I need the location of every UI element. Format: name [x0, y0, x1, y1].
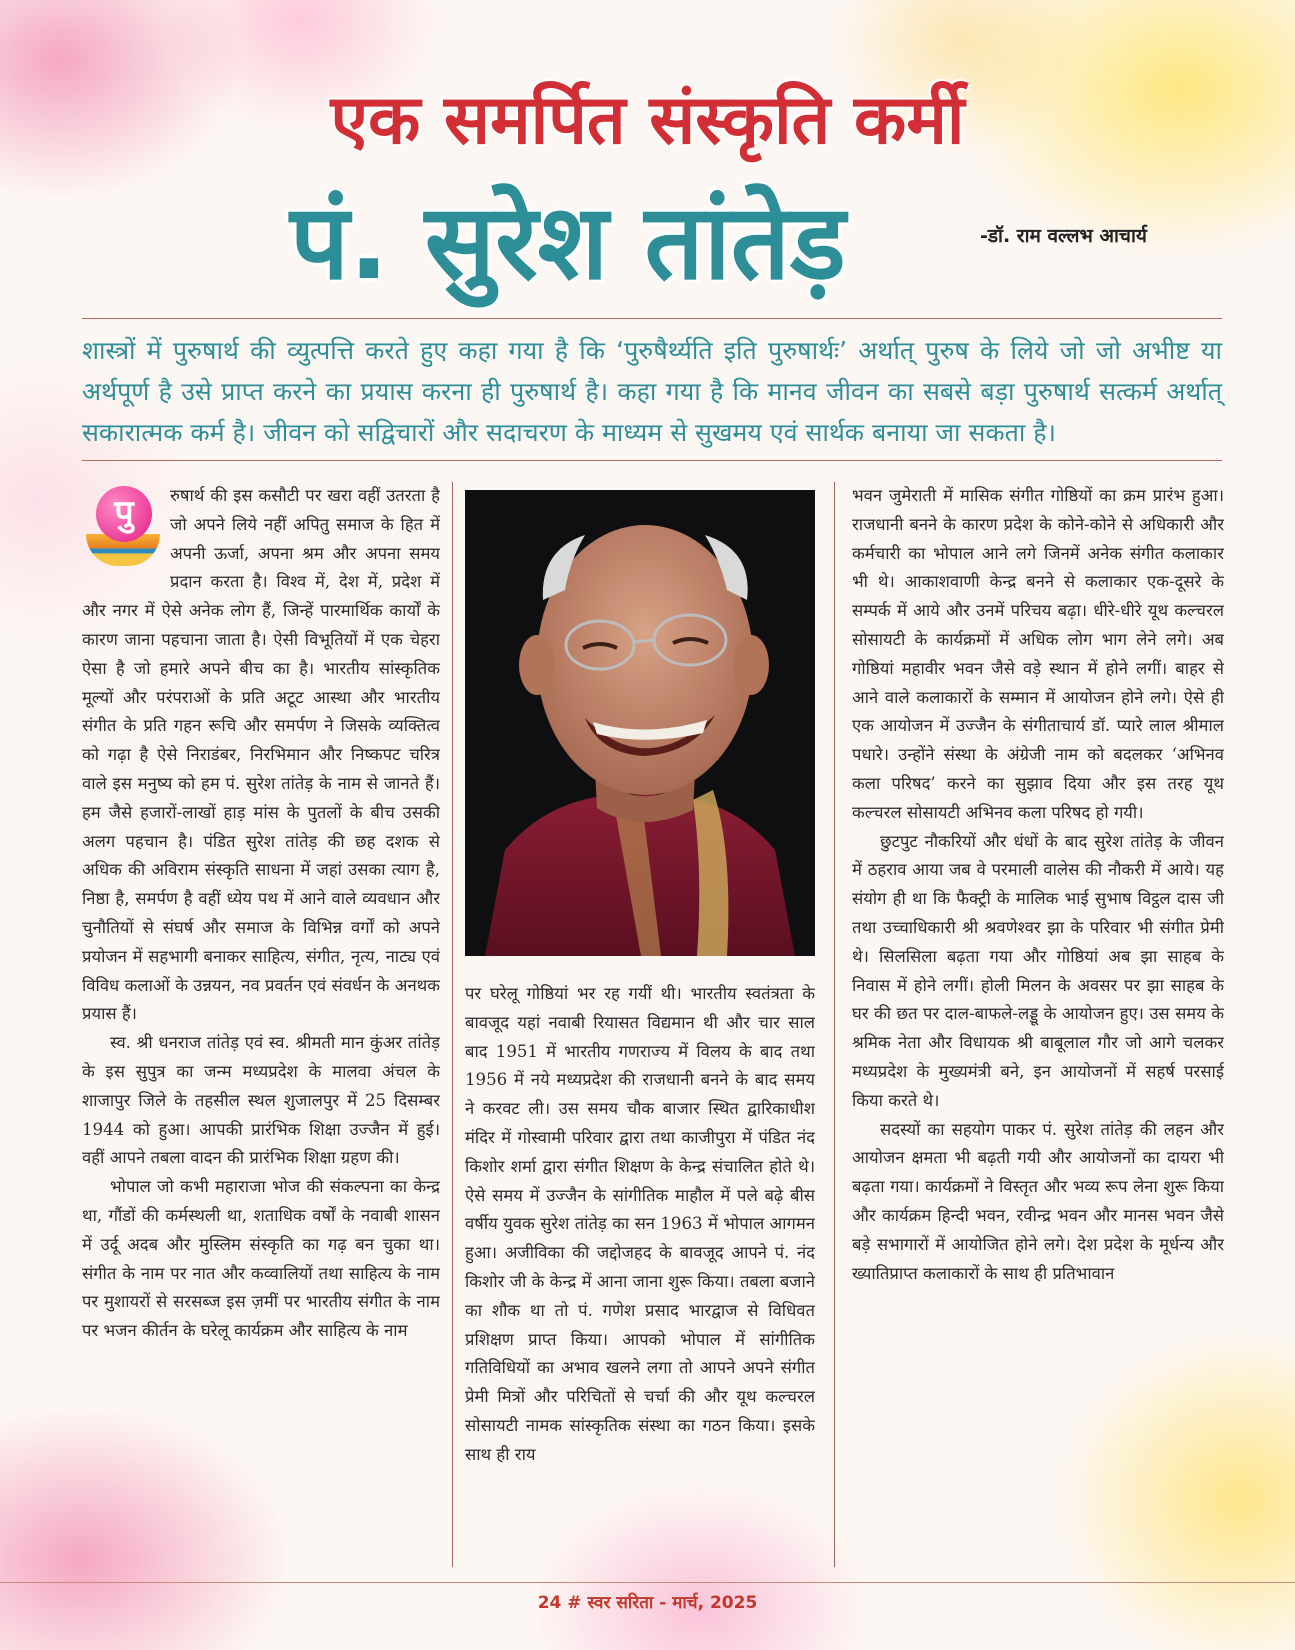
column-divider — [452, 482, 453, 1567]
article-column-2 — [465, 980, 815, 1574]
page-footer: 24 # स्वर सरिता - मार्च, 2025 — [537, 1593, 758, 1613]
dropcap-letter: पु — [96, 486, 152, 542]
paragraph: स्व. श्री धनराज तांतेड़ एवं स्व. श्रीमती मान कुंअर तांतेड़ के इस सुपुत्र का जन्म मध्यप्रदेश के मालवा अंचल के शाजापुर जिले के तहसील स्थल शुजालपुर में 25 दिसम्बर 1944 को हुआ। आपकी प्रारंभिक शिक्षा उज्जैन में हुई। वहीं आपने तबला वादन की प्रारंभिक शिक्षा ग्रहण की। — [82, 1033, 440, 1168]
paragraph: भवन जुमेराती में मासिक संगीत गोष्ठियों का क्रम प्रारंभ हुआ। राजधानी बनने के कारण प्रदेश के कोने-कोने से अधिकारी और कर्मचारी का भोपाल आने लगे जिनमें अनेक संगीत कलाकार भी थे। आकाशवाणी केन्द्र बनने से कलाकार एक-दूसरे के सम्पर्क में आये और उनमें परिचय बढ़ा। धीरे-धीरे यूथ कल्चरल सोसायटी के कार्यक्रमों में अधिक लोग भाग लेने लगे। अब गोष्ठियां महावीर भवन जैसे वड़े स्थान में होने लगीं। बाहर से आने वाले कलाकारों के सम्मान में आयोजन होने लगे। ऐसे ही एक आयोजन में उज्जैन के संगीताचार्य डॉ. प्यारे लाल श्रीमाल पधारे। उन्होंने संस्था के अंग्रेजी नाम को बदलकर ‘अभिनव कला परिषद’ करने का सुझाव दिया और इस तरह यूथ कल्चरल सोसायटी अभिनव कला परिषद हो गयी। — [852, 486, 1224, 822]
paragraph: पर घरेलू गोष्ठियां भर रह गयीं थी। भारतीय स्वतंत्रता के बावजूद यहां नवाबी रियासत विद्यमान थी और चार साल बाद 1951 में भारतीय गणराज्य में विलय के बाद तथा 1956 में नये मध्यप्रदेश की राजधानी बनने के बाद समय ने करवट ली। उस समय चौक बाजार स्थित द्वारिकाधीश मंदिर में गोस्वामी परिवार द्वारा तथा काजीपुरा में पंडित नंद किशोर शर्मा द्वारा संगीत शिक्षण के केन्द्र संचालित होते थे। ऐसे समय में उज्जैन के सांगीतिक माहौल में पले बढ़े बीस वर्षीय युवक सुरेश तांतेड़ का सन 1963 में भोपाल आगमन हुआ। अजीविका की जद्दोजहद के बावजूद आपने पं. नंद किशोर जी के केन्द्र में आना जाना शुरू किया। तबला बजाने का शौक था तो पं. गणेश प्रसाद भारद्वाज से विधिवत प्रशिक्षण प्राप्त किया। आपको भोपाल में सांगीतिक गतिविधियों का अभाव खलने लगा तो आपने अपने संगीत प्रेमी मित्रों और परिचितों से चर्चा की और यूथ कल्चरल सोसायटी नामक सांस्कृतिक संस्था का गठन किया। इसके साथ ही राय — [465, 984, 815, 1464]
footer-rule — [0, 1582, 1295, 1583]
paragraph: छुटपुट नौकरियों और धंधों के बाद सुरेश तांतेड़ के जीवन में ठहराव आया जब वे परमाली वालेस की नौकरी में आये। यह संयोग ही था कि फैक्ट्री के मालिक भाई सुभाष विट्ठल दास जी तथा उच्चाधिकारी श्री श्रवणेश्वर झा के परिवार भी संगीत प्रेमी थे। सिलसिला बढ़ता गया और गोष्ठियां अब झा साहब के निवास में होने लगीं। होली मिलन के अवसर पर झा साहब के घर की छत पर दाल-बाफले-लड्डू के आयोजन हुए। उस समय के श्रमिक नेता और विधायक श्री बाबूलाल गौर जो आगे चलकर मध्यप्रदेश के मुख्यमंत्री बने, इन आयोजनों में सहर्ष परसाई किया करते थे। — [852, 831, 1224, 1110]
paragraph: भोपाल जो कभी महाराजा भोज की संकल्पना का केन्द्र था, गौंडों की कर्मस्थली था, शताधिक वर्षों के नवाबी शासन में उर्दू अदब और मुस्लिम संस्कृति का गढ़ बन चुका था। संगीत के नाम पर नात और कव्वालियों तथा साहित्य के नाम पर मुशायरों से सरसब्ज इस ज़मीं पर भारतीय संगीत के नाम पर भजन कीर्तन के घरेलू कार्यक्रम और साहित्य के नाम — [82, 1177, 440, 1341]
intro-top-rule — [82, 318, 1222, 319]
dropcap — [82, 482, 162, 574]
intro-paragraph: शास्त्रों में पुरुषार्थ की व्युत्पत्ति करते हुए कहा गया है कि ‘पुरुषैर्थ्यति इति पुरुषार्थः’ अर्थात् पुरुष के लिये जो जो अभीष्ट या अर्थपूर्ण है उसे प्राप्त करने का प्रयास करना ही पुरुषार्थ है। कहा गया है कि मानव जीवन का सबसे बड़ा पुरुषार्थ सत्कर्म अर्थात् सकारात्मक कर्म है। जीवन को सद्विचारों और सदाचरण के माध्यम से सुखमय एवं सार्थक बनाया जा सकता है। — [82, 336, 1222, 447]
article-column-1 — [82, 482, 440, 1574]
paragraph: सदस्यों का सहयोग पाकर पं. सुरेश तांतेड़ की लहन और आयोजन क्षमता भी बढ़ती गयी और आयोजनों का दायरा भी बढ़ता गया। कार्यक्रमों ने विस्तृत और भव्य रूप लेना शुरू किया और कार्यक्रम हिन्दी भवन, रवीन्द्र भवन और मानस भवन जैसे बड़े सभागारों में आयोजित होने लगे। देश प्रदेश के मूर्धन्य और ख्यातिप्राप्त कलाकारों के साथ ही प्रतिभावान — [852, 1119, 1224, 1283]
headline: एक समर्पित संस्कृति कर्मी — [330, 81, 965, 160]
portrait-illustration — [465, 490, 815, 956]
subject-name: पं. सुरेश तांतेड़ — [290, 181, 846, 303]
author-byline: -डॉ. राम वल्लभ आचार्य — [980, 225, 1147, 247]
intro-bottom-rule — [82, 460, 1222, 461]
column-divider — [834, 482, 835, 1567]
paragraph: रुषार्थ की इस कसौटी पर खरा वहीं उतरता है जो अपने लिये नहीं अपितु समाज के हित में अपनी ऊर्जा, अपना श्रम और अपना समय प्रदान करता है। विश्व में, देश में, प्रदेश में और नगर में ऐसे अनेक लोग हैं, जिन्हें पारमार्थिक कार्यों के कारण जाना पहचाना जाता है। ऐसी विभूतियों में एक चेहरा ऐसा है जो हमारे अपने बीच का है। भारतीय सांस्कृतिक मूल्यों और परंपराओं के प्रति अटूट आस्था और भारतीय संगीत के प्रति गहन रूचि और समर्पण ने जिसके व्यक्तित्व को गढ़ा है ऐसे निराडंबर, निरभिमान और निष्कपट चरित्र वाले इस मनुष्य को हम पं. सुरेश तांतेड़ के नाम से जानते हैं। हम जैसे हजारों-लाखों हाड़ मांस के पुतलों के बीच उसकी अलग पहचान है। पंडित सुरेश तांतेड़ की छह दशक से अधिक की अविराम संस्कृति साधना में जहां उसका त्याग है, निष्ठा है, समर्पण है वहीं ध्येय पथ में आने वाले व्यवधान और चुनौतियों से संघर्ष और समाज के विभिन्न वर्गों को अपने प्रयोजन में सहभागी बनाकर साहित्य, संगीत, नृत्य, नाट्य एवं विविध कलाओं के उन्नयन, नव प्रवर्तन एवं संवर्धन के अनथक प्रयास हैं। — [82, 486, 440, 1024]
article-column-3 — [852, 482, 1224, 1574]
portrait-photo — [465, 490, 815, 956]
